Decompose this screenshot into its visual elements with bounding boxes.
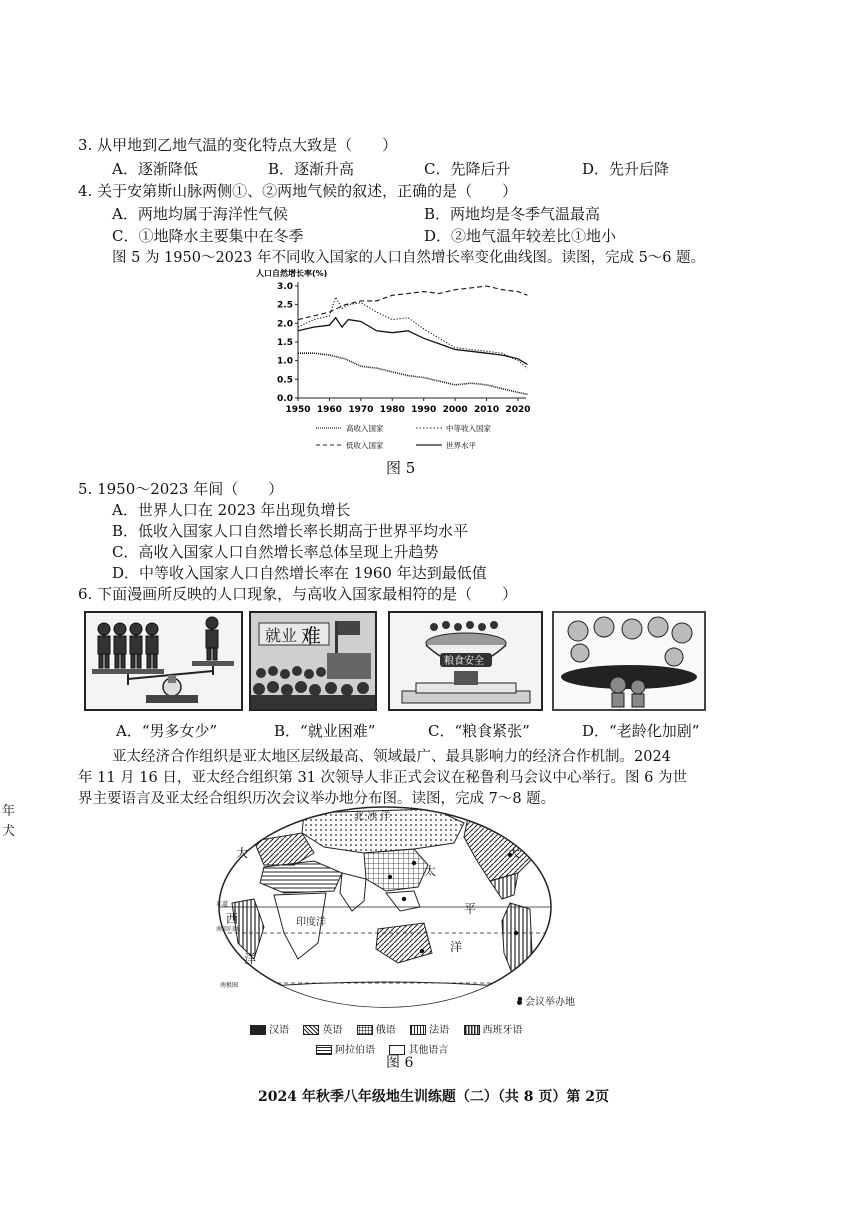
cartoon-b-text-hard: 难 <box>301 624 321 648</box>
figure-6-caption: 图 6 <box>386 1055 414 1071</box>
meeting-site-marker-icon <box>517 1000 522 1005</box>
legend-spanish: 西班牙语 <box>482 1025 523 1036</box>
meeting-site-dot <box>402 897 406 901</box>
figure-6-world-language-map <box>214 803 556 1013</box>
q3-option-c: C．先降后升 <box>424 160 511 178</box>
q4-option-a: A．两地均属于海洋性气候 <box>112 205 288 223</box>
map-label-tai: 太 <box>424 864 437 878</box>
map-label-yang-pacific: 洋 <box>450 940 463 954</box>
q5-option-d: D．中等收入国家人口自然增长率在 1960 年达到最低值 <box>112 564 487 582</box>
legend-french: 法语 <box>429 1025 450 1036</box>
page-footer: 2024 年秋季八年级地生训练题（二）（共 8 页）第 2页 <box>258 1089 609 1105</box>
x-tick-label: 2010 <box>474 405 500 415</box>
y-tick-label: 1.0 <box>277 356 293 367</box>
q6-option-c: C．“粮食紧张” <box>428 722 530 740</box>
y-tick-label: 2.5 <box>277 300 293 311</box>
legend-russian: 俄语 <box>375 1025 396 1036</box>
cartoon-c-text-food-security: 粮食安全 <box>444 656 484 667</box>
meeting-site-dot <box>412 861 416 865</box>
map-label-indian-ocean: 印度洋 <box>296 917 326 928</box>
map-label-xi: 西 <box>226 912 239 926</box>
y-tick-label: 2.0 <box>277 319 293 330</box>
x-tick-label: 1960 <box>316 405 342 415</box>
language-legend-row-1 <box>250 1021 523 1036</box>
x-tick-label: 1980 <box>379 405 405 415</box>
map-label-ping: 平 <box>464 902 477 916</box>
map-marker-legend-label: 会议举办地 <box>525 997 575 1008</box>
apec-paragraph-line-1: 亚太经济合作组织是亚太地区层级最高、领域最广、最具影响力的经济合作机制。2024 <box>112 749 671 765</box>
map-label-equator: 赤道 <box>216 901 229 908</box>
legend-other: 其他语言 <box>408 1045 449 1056</box>
x-tick-label: 1970 <box>348 405 374 415</box>
figure-5-intro: 图 5 为 1950～2023 年不同收入国家的人口自然增长率变化曲线图。读图，完成 5～6 题。 <box>112 250 706 266</box>
map-marker-legend <box>517 993 575 1008</box>
chart-y-axis-label: 人口自然增长率(%) <box>256 269 328 278</box>
legend-chinese: 汉语 <box>269 1025 289 1036</box>
q5-option-c: C．高收入国家人口自然增长率总体呈现上升趋势 <box>112 543 439 561</box>
legend-label-middle-income: 中等收入国家 <box>446 424 491 433</box>
x-tick-label: 2020 <box>505 405 531 415</box>
series-line-0 <box>298 353 527 394</box>
map-label-arctic-ocean: 北 冰 洋 <box>354 811 391 822</box>
series-line-3 <box>298 318 527 365</box>
legend-swatch-arabic <box>316 1045 332 1055</box>
meeting-site-dot <box>514 931 518 935</box>
q3-option-b: B．逐渐升高 <box>268 160 355 178</box>
cartoon-b-employment <box>249 611 377 711</box>
q6-option-a: A．“男多女少” <box>116 722 218 740</box>
q6-option-b: B．“就业困难” <box>274 722 376 740</box>
map-label-da-1: 大 <box>236 846 249 860</box>
legend-swatch-french <box>410 1025 426 1035</box>
apec-paragraph-line-3: 界主要语言及亚太经合组织历次会议举办地分布图。读图，完成 7～8 题。 <box>78 791 556 807</box>
cartoon-a-gender-imbalance <box>84 611 243 711</box>
y-tick-label: 0.0 <box>277 394 293 404</box>
x-tick-label: 2000 <box>442 405 468 415</box>
language-legend-row-2 <box>316 1041 448 1056</box>
x-tick-label: 1990 <box>411 405 437 415</box>
legend-swatch-russian <box>357 1025 373 1035</box>
y-tick-label: 1.5 <box>277 338 293 348</box>
y-tick-label: 0.5 <box>277 375 293 386</box>
question-4-stem: 4. 关于安第斯山脉两侧①、②两地气候的叙述，正确的是（ ） <box>78 182 518 200</box>
q3-option-d: D．先升后降 <box>582 160 670 178</box>
x-tick-label: 1950 <box>285 405 311 415</box>
legend-swatch-english <box>303 1025 319 1035</box>
legend-english: 英语 <box>322 1025 343 1036</box>
legend-swatch-chinese <box>250 1025 266 1035</box>
map-label-da-2: 大 <box>508 846 521 860</box>
q5-option-a: A．世界人口在 2023 年出现负增长 <box>112 501 351 519</box>
map-label-tropic: 南回归线 <box>216 926 241 933</box>
q4-option-d: D．②地气温年较差比①地小 <box>424 227 617 245</box>
q5-option-b: B．低收入国家人口自然增长率长期高于世界平均水平 <box>112 522 469 540</box>
legend-swatch-spanish <box>464 1025 480 1035</box>
q4-option-c: C．①地降水主要集中在冬季 <box>112 227 304 245</box>
meeting-site-dot <box>420 949 424 953</box>
q6-option-d: D．“老龄化加剧” <box>582 722 700 740</box>
legend-label-world: 世界水平 <box>446 441 476 450</box>
cartoon-c-food-security <box>388 611 543 711</box>
apec-paragraph-line-2: 年 11 月 16 日，亚太经合组织第 31 次领导人非正式会议在秘鲁利马会议中心举行。图 6 为世 <box>78 770 687 786</box>
cartoon-d-aging <box>552 611 706 711</box>
margin-char-2: 犬 <box>2 824 16 839</box>
question-5-stem: 5. 1950～2023 年间（ ） <box>78 480 284 498</box>
meeting-site-dot <box>388 875 392 879</box>
legend-label-low-income: 低收入国家 <box>346 441 384 450</box>
figure-5-line-chart <box>250 266 550 456</box>
question-6-stem: 6. 下面漫画所反映的人口现象，与高收入国家最相符的是（ ） <box>78 585 518 603</box>
map-label-yang-atlantic: 洋 <box>244 952 257 966</box>
legend-label-high-income: 高收入国家 <box>346 424 384 433</box>
figure-5-caption: 图 5 <box>386 459 416 477</box>
map-label-antarctic-circle: 南极圈 <box>220 982 239 989</box>
q3-option-a: A．逐渐降低 <box>112 160 198 178</box>
cartoon-b-text-employment: 就业 <box>265 626 298 645</box>
margin-char-1: 年 <box>2 804 16 819</box>
chart-axes <box>298 282 526 398</box>
y-tick-label: 3.0 <box>277 282 293 292</box>
legend-arabic: 阿拉伯语 <box>335 1045 375 1056</box>
question-3-stem: 3. 从甲地到乙地气温的变化特点大致是（ ） <box>78 136 398 154</box>
q4-option-b: B．两地均是冬季气温最高 <box>424 205 601 223</box>
series-line-2 <box>298 286 527 320</box>
